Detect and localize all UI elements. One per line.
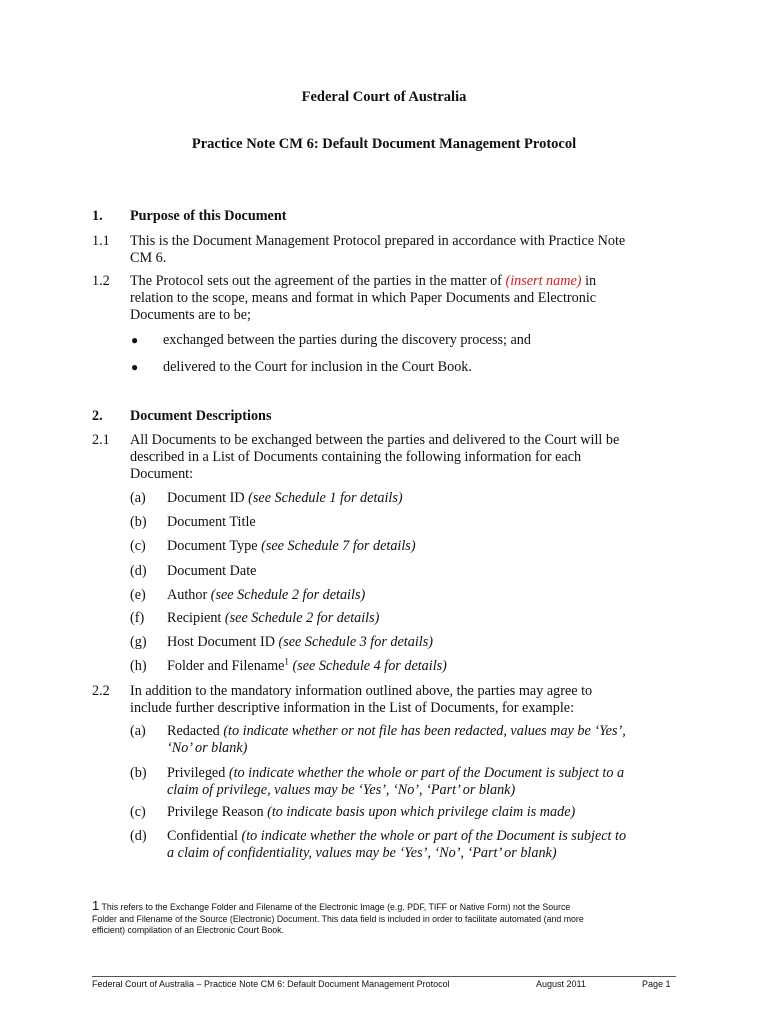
list-label: (e) <box>130 587 146 603</box>
section-number: 1. <box>92 208 103 224</box>
text-line: described in a List of Documents containing the following information for each <box>130 449 582 465</box>
document-subtitle: Practice Note CM 6: Default Document Management Protocol <box>191 136 577 152</box>
list-label: (h) <box>130 658 147 674</box>
list-text <box>167 765 687 799</box>
item-note: (to indicate whether the whole or part of the Document is subject to a <box>228 765 625 781</box>
paragraph-text <box>130 432 690 483</box>
footnote-line: This refers to the Exchange Folder and Filename of the Electronic Image (e.g. PDF, TIFF or Native Form) not the Source <box>99 902 571 912</box>
item-text: Folder and Filename <box>167 658 285 674</box>
footnote <box>92 900 692 937</box>
paragraph-number: 1.2 <box>92 273 110 289</box>
footnote-number: 1 <box>92 898 100 913</box>
bullet-text: delivered to the Court for inclusion in the Court Book. <box>163 359 472 375</box>
footer-divider <box>92 976 676 977</box>
list-label: (a) <box>130 490 146 506</box>
list-text <box>167 610 687 627</box>
item-note: (to indicate basis upon which privilege claim is made) <box>267 804 576 820</box>
text-line: CM 6. <box>130 250 167 266</box>
item-text: Confidential <box>167 828 242 844</box>
text-line: relation to the scope, means and format in which Paper Documents and Electronic <box>130 290 597 306</box>
item-text: Host Document ID <box>167 634 279 650</box>
list-label: (c) <box>130 804 146 820</box>
list-label: (a) <box>130 723 146 739</box>
text-line: All Documents to be exchanged between the parties and delivered to the Court will be <box>130 432 620 448</box>
item-note: (to indicate whether the whole or part of the Document is subject to <box>241 828 627 844</box>
item-note: (see Schedule 7 for details) <box>261 538 416 554</box>
text-line: The Protocol sets out the agreement of the parties in the matter of <box>130 273 506 289</box>
list-text <box>167 563 687 580</box>
footer-text: Federal Court of Australia – Practice Note CM 6: Default Document Management Protocol <box>92 979 450 989</box>
paragraph-number: 2.1 <box>92 432 110 448</box>
document-title: Federal Court of Australia <box>301 89 467 105</box>
paragraph-number: 2.2 <box>92 683 110 699</box>
section-heading: Document Descriptions <box>130 408 272 424</box>
item-text: Privileged <box>167 765 229 781</box>
text-line: Document: <box>130 466 194 482</box>
paragraph-text <box>130 683 690 717</box>
list-label: (d) <box>130 563 147 579</box>
list-text <box>167 490 687 507</box>
text-line: This is the Document Management Protocol prepared in accordance with Practice Note <box>130 233 626 249</box>
item-note: (see Schedule 1 for details) <box>248 490 403 506</box>
item-note: (see Schedule 2 for details) <box>224 610 380 626</box>
item-note: (see Schedule 2 for details) <box>210 587 366 603</box>
list-text <box>167 514 687 531</box>
list-label: (d) <box>130 828 147 844</box>
paragraph-text <box>130 233 690 267</box>
item-text: Privilege Reason <box>167 804 268 820</box>
section-number: 2. <box>92 408 103 424</box>
list-label: (g) <box>130 634 147 650</box>
item-note: a claim of confidentiality, values may be ‘Yes’, ‘No’, ‘Part’ or blank) <box>167 845 557 861</box>
paragraph-text <box>130 273 690 324</box>
item-note: (to indicate whether or not file has been redacted, values may be ‘Yes’, <box>223 723 626 739</box>
footnote-line: efficient) compilation of an Electronic Court Book. <box>92 925 284 935</box>
item-text: Document Title <box>167 514 256 530</box>
footnote-line: Folder and Filename of the Source (Electronic) Document. This data field is included in order to facilitate automated (and more <box>92 913 584 924</box>
list-label: (b) <box>130 514 147 530</box>
list-text <box>167 538 687 555</box>
list-text <box>167 804 687 821</box>
item-note: (see Schedule 3 for details) <box>278 634 433 650</box>
list-text <box>167 658 687 675</box>
item-text: Document Date <box>167 563 257 579</box>
list-label: (c) <box>130 538 146 554</box>
item-note: claim of privilege, values may be ‘Yes’, ‘No’, ‘Part’ or blank) <box>167 782 516 798</box>
page-number: Page 1 <box>642 979 671 989</box>
item-text: Redacted <box>167 723 224 739</box>
item-note: ‘No’ or blank) <box>167 740 248 756</box>
text-line: include further descriptive information in the List of Documents, for example: <box>130 700 575 716</box>
list-text <box>167 634 687 651</box>
paragraph-number: 1.1 <box>92 233 110 249</box>
item-text: Recipient <box>167 610 225 626</box>
section-heading: Purpose of this Document <box>130 208 287 224</box>
text-line: Documents are to be; <box>130 307 251 323</box>
item-note: (see Schedule 4 for details) <box>288 658 447 674</box>
bullet-icon: ● <box>131 360 139 374</box>
footnote-ref[interactable]: 1 <box>284 656 289 667</box>
insert-name-placeholder: (insert name) <box>505 273 582 289</box>
text-fragment: in <box>581 273 597 289</box>
list-text <box>167 828 687 862</box>
list-label: (f) <box>130 610 145 626</box>
item-text: Author <box>167 587 211 603</box>
text-line: In addition to the mandatory information outlined above, the parties may agree to <box>130 683 593 699</box>
list-text <box>167 587 687 604</box>
item-text: Document Type <box>167 538 262 554</box>
footer-date: August 2011 <box>536 979 586 989</box>
bullet-icon: ● <box>131 333 139 347</box>
list-text <box>167 723 687 757</box>
item-text: Document ID <box>167 490 249 506</box>
bullet-text: exchanged between the parties during the discovery process; and <box>163 332 531 348</box>
list-label: (b) <box>130 765 147 781</box>
